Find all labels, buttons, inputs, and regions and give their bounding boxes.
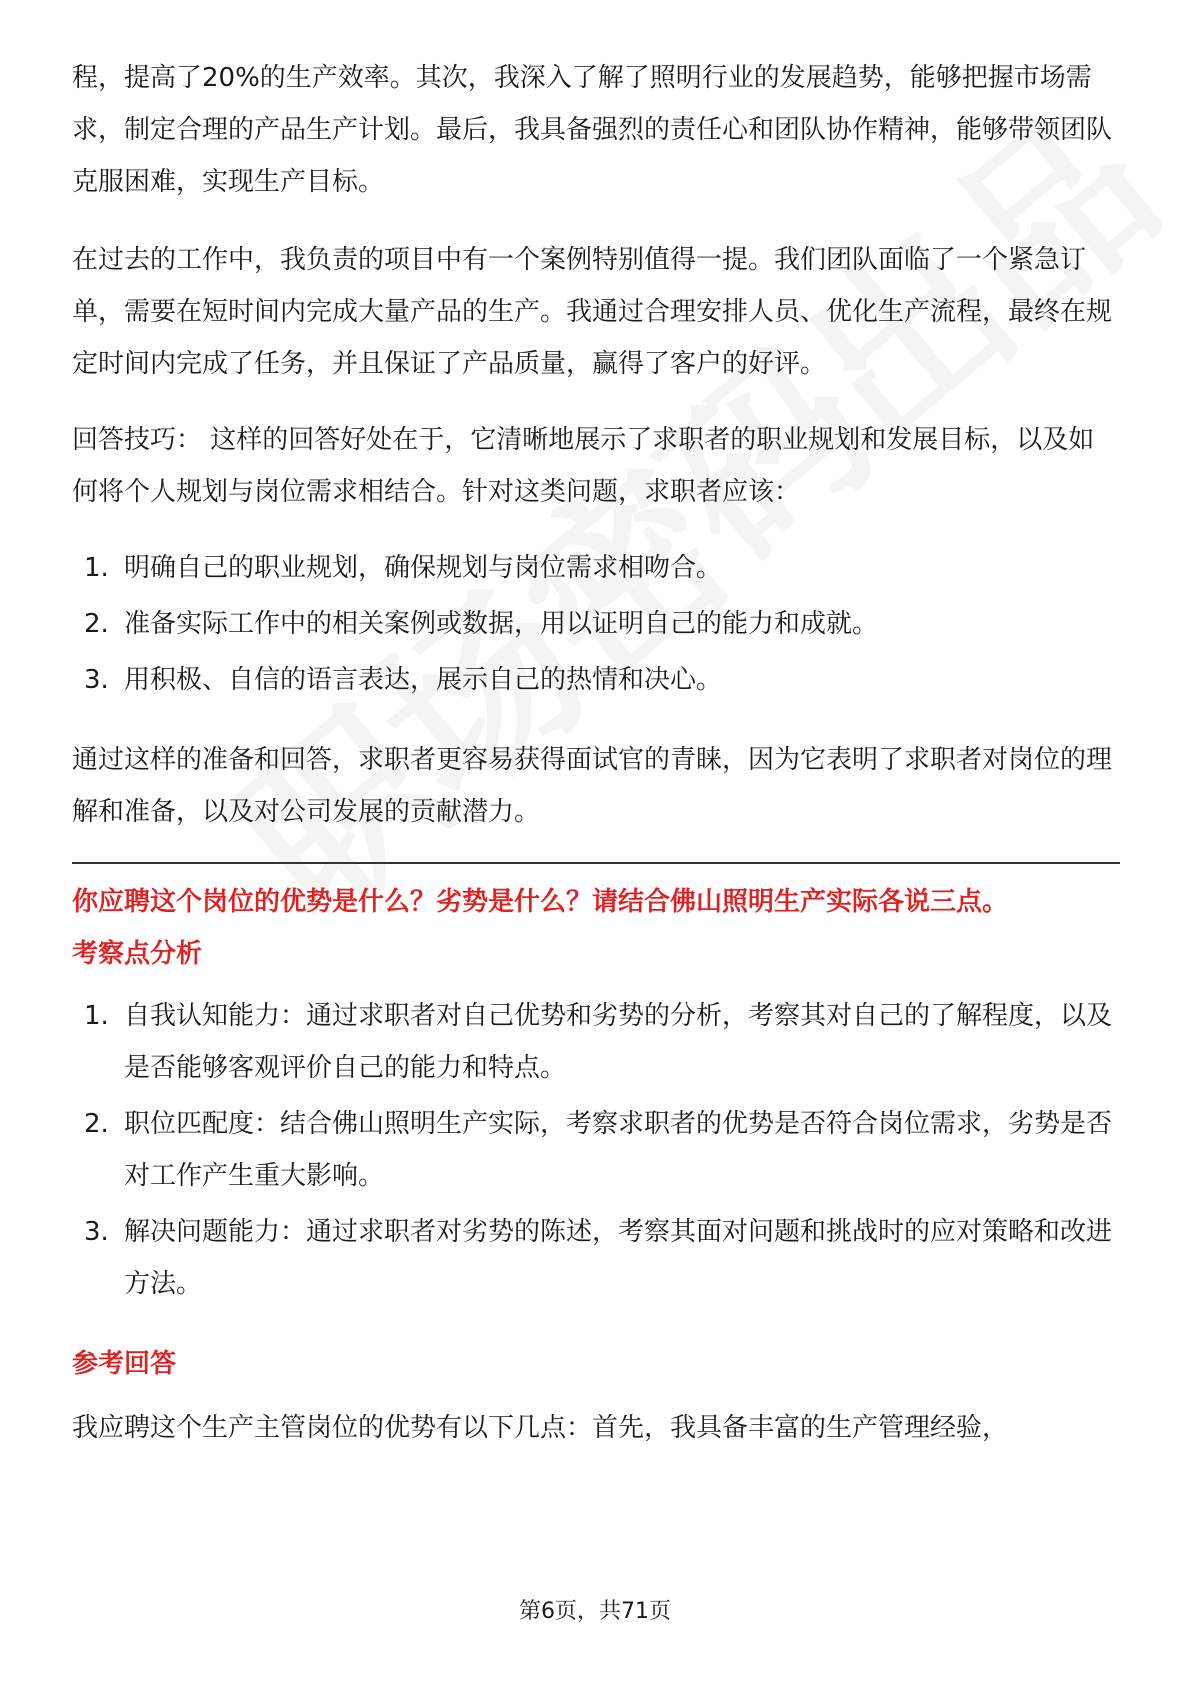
list-item	[72, 1098, 1120, 1202]
list-item-number: 3.	[84, 665, 109, 695]
analysis-list	[72, 990, 1120, 1310]
list-item-number: 1.	[84, 553, 109, 583]
page-number: 第6页，共71页	[519, 1599, 671, 1624]
question-title: 你应聘这个岗位的优势是什么？劣势是什么？请结合佛山照明生产实际各说三点。	[72, 887, 1009, 917]
analysis-heading: 考察点分析	[72, 939, 203, 969]
list-item-number: 3.	[84, 1217, 109, 1247]
list-item-number: 2.	[84, 1109, 109, 1139]
paragraph-intro-continuation: 程，提高了20%的生产效率。其次，我深入了解了照明行业的发展趋势，能够把握市场需求，制定合理的产品生产计划。最后，我具备强烈的责任心和团队协作精神，能够带领团队克服困难，实现生产目标。	[72, 63, 1113, 197]
list-item	[72, 654, 1120, 706]
list-item	[72, 990, 1120, 1094]
list-item-text: 职位匹配度：结合佛山照明生产实际，考察求职者的优势是否符合岗位需求，劣势是否对工作产生重大影响。	[124, 1109, 1113, 1191]
list-item	[72, 542, 1120, 594]
reference-heading: 参考回答	[72, 1349, 177, 1379]
list-item	[72, 598, 1120, 650]
paragraph-case-example: 在过去的工作中，我负责的项目中有一个案例特别值得一提。我们团队面临了一个紧急订单，需要在短时间内完成大量产品的生产。我通过合理安排人员、优化生产流程，最终在规定时间内完成了任务，并且保证了产品质量，赢得了客户的好评。	[72, 245, 1113, 379]
list-item	[72, 1206, 1120, 1310]
section-divider	[72, 862, 1120, 864]
paragraph-tips: 回答技巧： 这样的回答好处在于，它清晰地展示了求职者的职业规划和发展目标，以及如何将个人规划与岗位需求相结合。针对这类问题，求职者应该：	[72, 425, 1095, 507]
paragraph-reference-answer: 我应聘这个生产主管岗位的优势有以下几点：首先，我具备丰富的生产管理经验，	[72, 1413, 1009, 1443]
tips-list	[72, 542, 1120, 706]
list-item-text: 明确自己的职业规划，确保规划与岗位需求相吻合。	[124, 553, 723, 583]
list-item-number: 1.	[84, 1001, 109, 1031]
list-item-text: 自我认知能力：通过求职者对自己优势和劣势的分析，考察其对自己的了解程度，以及是否能够客观评价自己的能力和特点。	[124, 1001, 1113, 1083]
list-item-number: 2.	[84, 609, 109, 639]
list-item-text: 准备实际工作中的相关案例或数据，用以证明自己的能力和成就。	[124, 609, 879, 639]
list-item-text: 用积极、自信的语言表达，展示自己的热情和决心。	[124, 665, 723, 695]
document-body	[72, 52, 1120, 1478]
list-item-text: 解决问题能力：通过求职者对劣势的陈述，考察其面对问题和挑战时的应对策略和改进方法。	[124, 1217, 1113, 1299]
paragraph-conclusion: 通过这样的准备和回答，求职者更容易获得面试官的青睐，因为它表明了求职者对岗位的理解和准备，以及对公司发展的贡献潜力。	[72, 745, 1113, 827]
